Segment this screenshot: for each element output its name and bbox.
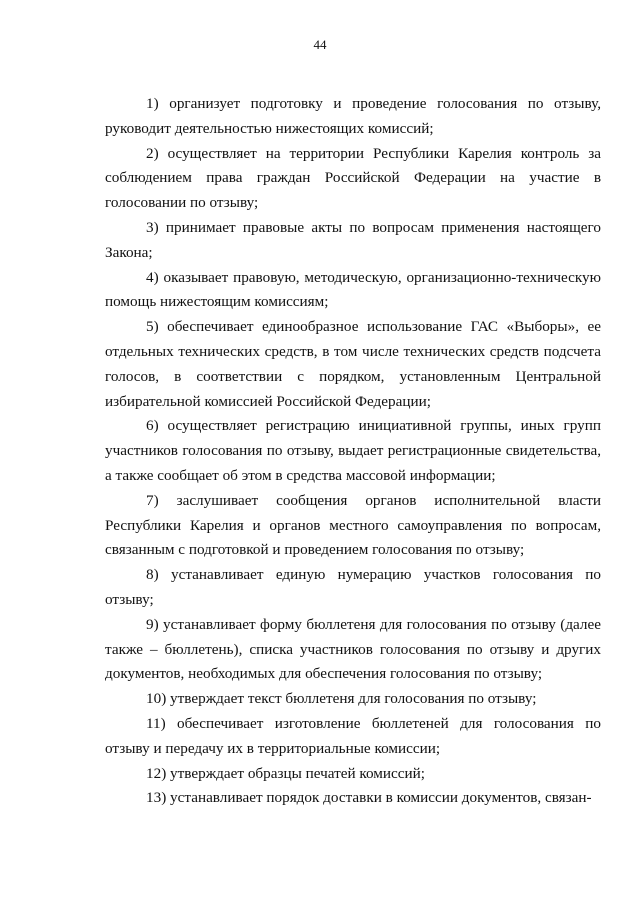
paragraph-item-2: 2) осуществляет на территории Республики Карелия контроль за соблюдением права граждан Российской Федерации на участие в голосовании по отзыву; (105, 144, 601, 212)
paragraph-item-12: 12) утверждает образцы печатей комиссий; (146, 764, 425, 782)
paragraph-item-1: 1) организует подготовку и проведение голосования по отзыву, руководит деятельностью нижестоящих комиссий; (105, 95, 601, 137)
paragraph-item-3: 3) принимает правовые акты по вопросам применения настоящего Закона; (105, 218, 601, 261)
paragraph-item-7: 7) заслушивает сообщения органов исполнительной власти Республики Карелия и органов местного самоуправления по вопросам, связанным с подготовкой и проведением голосования по отзыву; (105, 491, 601, 559)
paragraph-item-9: 9) устанавливает форму бюллетеня для голосования по отзыву (далее также – бюллетень), списка участников голосования по отзыву и других документов, необходимых для обеспечения голосования по отзыву; (105, 615, 601, 683)
paragraph-item-6: 6) осуществляет регистрацию инициативной группы, иных групп участников голосования по отзыву, выдает регистрационные свидетельства, а также сообщает об этом в средства массовой информации; (105, 417, 601, 484)
paragraph-item-5: 5) обеспечивает единообразное использование ГАС «Выборы», ее отдельных технических средств, в том числе технических средств подсчета голосов, в соответствии с порядком, установленным Центральной избирательной комиссией Российской Федерации; (105, 318, 601, 410)
paragraph-item-8: 8) устанавливает единую нумерацию участков голосования по отзыву; (105, 566, 601, 608)
document-body (105, 92, 601, 811)
paragraph-item-4: 4) оказывает правовую, методическую, организационно-техническую помощь нижестоящим комиссиям; (105, 268, 601, 311)
paragraph-item-13: 13) устанавливает порядок доставки в комиссии документов, связан- (146, 789, 592, 807)
page-number: 44 (313, 37, 327, 52)
paragraph-item-10: 10) утверждает текст бюллетеня для голосования по отзыву; (146, 690, 537, 708)
paragraph-item-11: 11) обеспечивает изготовление бюллетеней для голосования по отзыву и передачу их в территориальные комиссии; (105, 714, 601, 757)
